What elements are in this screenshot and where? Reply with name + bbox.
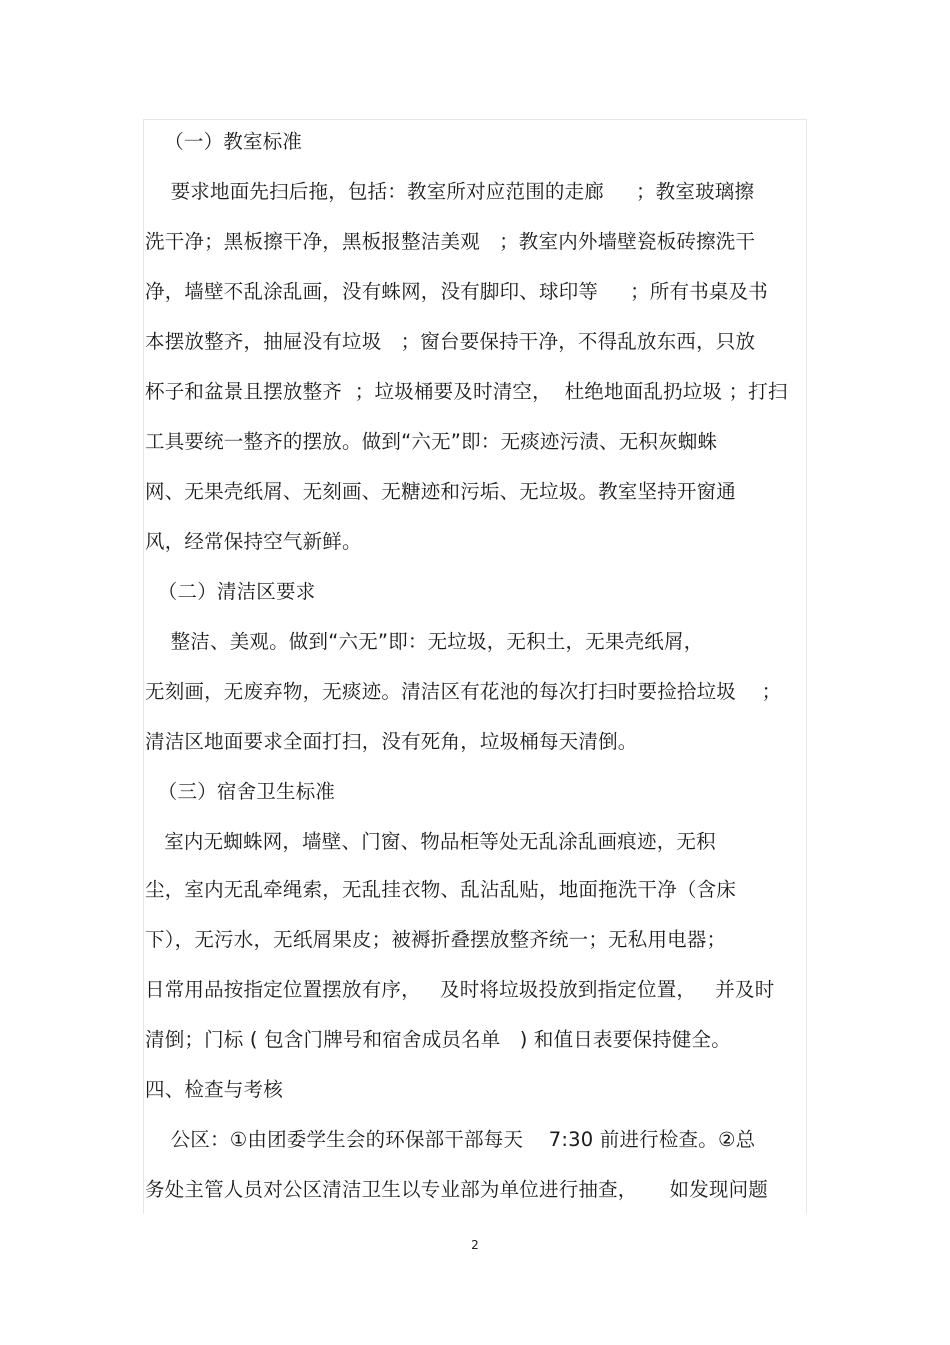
text-line: 工具要统一整齐的摆放。做到“六无”即：无痰迹污渍、无积灰蜘蛛 xyxy=(145,430,718,453)
text-line: 日常用品按指定位置摆放有序， 及时将垃圾投放到指定位置， 并及时 xyxy=(145,978,775,1001)
text-line: 务处主管人员对公区清洁卫生以专业部为单位进行抽查， 如发现问题 xyxy=(145,1178,768,1201)
text-line: 杯子和盆景且摆放整齐 ；垃圾桶要及时清空， 杜绝地面乱扔垃圾 ；打扫 xyxy=(145,380,788,403)
text-line: 整洁、美观。做到“六无”即：无垃圾，无积土，无果壳纸屑， xyxy=(145,630,704,653)
section-heading-dorm: （三）宿舍卫生标准 xyxy=(145,780,336,803)
text-line: 尘，室内无乱牵绳索，无乱挂衣物、乱沾乱贴，地面拖洗干净（含床 xyxy=(145,878,737,901)
text-line: 风，经常保持空气新鲜。 xyxy=(145,530,362,553)
text-line: 清倒；门标 ( 包含门牌号和宿舍成员名单 ) 和值日表要保持健全。 xyxy=(145,1028,731,1051)
page-number: 2 xyxy=(471,1238,479,1252)
text-line: 下），无污水，无纸屑果皮；被褥折叠摆放整齐统一；无私用电器； xyxy=(145,928,727,951)
text-line: 公区：①由团委学生会的环保部干部每天 7:30 前进行检查。②总 xyxy=(145,1128,756,1151)
section-heading-classroom: （一）教室标准 xyxy=(145,130,303,153)
text-line: 本摆放整齐，抽屉没有垃圾 ；窗台要保持干净，不得乱放东西，只放 xyxy=(145,330,756,353)
text-line: 净，墙壁不乱涂乱画，没有蛛网，没有脚印、球印等 ；所有书桌及书 xyxy=(145,280,768,303)
section-heading-inspection: 四、检查与考核 xyxy=(145,1078,283,1101)
text-line: 清洁区地面要求全面打扫，没有死角，垃圾桶每天清倒。 xyxy=(145,730,638,753)
text-line: 无刻画，无废弃物，无痰迹。清洁区有花池的每次打扫时要捡拾垃圾 ； xyxy=(145,680,782,703)
section-heading-clean-area: （二）清洁区要求 xyxy=(145,580,316,603)
text-line: 网、无果壳纸屑、无刻画、无糖迹和污垢、无垃圾。教室坚持开窗通 xyxy=(145,480,737,503)
text-line: 洗干净；黑板擦干净，黑板报整洁美观 ；教室内外墙壁瓷板砖擦洗干 xyxy=(145,230,756,253)
text-line: 室内无蜘蛛网，墙壁、门窗、物品柜等处无乱涂乱画痕迹，无积 xyxy=(145,830,716,853)
text-line: 要求地面先扫后拖，包括：教室所对应范围的走廊 ；教室玻璃擦 xyxy=(145,180,755,203)
